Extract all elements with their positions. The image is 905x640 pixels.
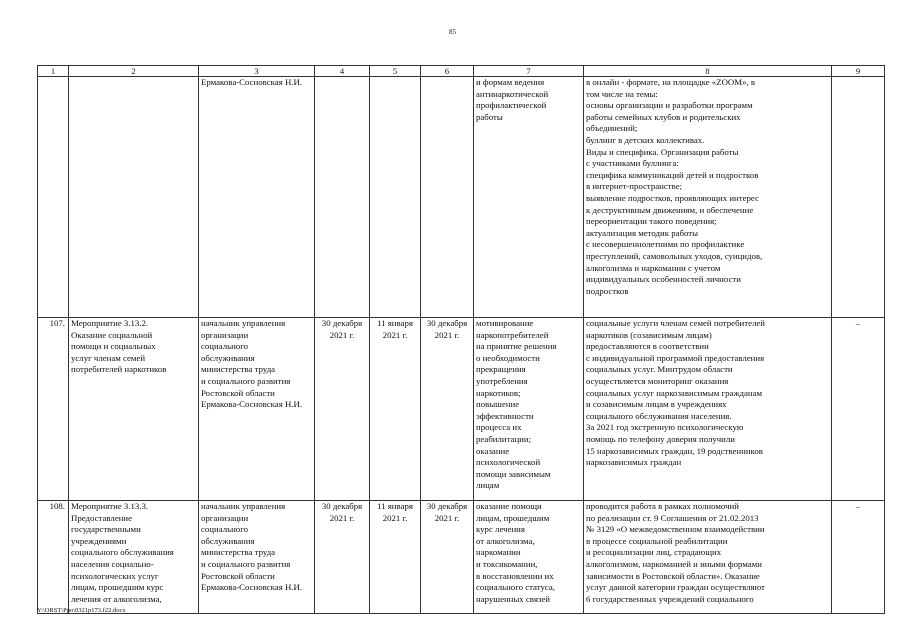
cell-line: потребителей наркотиков [71,364,167,375]
date-planned-cell [315,318,370,501]
cell-line: процесса их [476,422,522,433]
cell-line: 2021 г. [329,329,355,340]
cell-line: алкоголизмом, наркоманией и иными формами [586,558,762,569]
cell-line: социальных услуг. Минтрудом области [586,364,733,375]
cell-line: психологической [476,457,541,468]
cell-line: лицам [476,480,500,491]
event-cell [69,318,199,501]
cell-line: работы [476,111,503,122]
cell-line: проводится работа в рамках полномочий [586,501,739,511]
cell-line: 11 января [377,501,413,511]
cell-line: подростков [586,285,629,296]
date-start-cell [370,501,421,614]
header-cell: 3 [199,66,315,77]
cell-line: алкоголизма и наркомании с учетом [586,262,721,273]
cell-line: наркотиков; [476,387,521,398]
cell-line: организации [201,329,249,340]
cell-line: 6 государственных учреждений социального [586,593,754,604]
cell-line: министерства труда [201,364,276,375]
cell-line: услуг членам семей [71,352,146,363]
cell-line: обслуживания [201,535,255,546]
responsible-cell [199,77,315,318]
header-cell: 4 [315,66,370,77]
header-row [38,66,885,77]
cell-line: Ростовской области [201,570,275,581]
cell-line: и социального развития [201,375,291,386]
cell-line: наркопотребителей [476,329,549,340]
cell-line: специфика коммуникаций детей и подростков [586,169,759,180]
cell-line: социального обслуживания [71,547,174,558]
cell-line: 11 января [377,318,413,328]
date-end-cell [421,318,474,501]
cell-line: лицам, прошедшим курс [71,582,164,593]
file-path-footer: Y:\ORST\Ppo\0321p173.f22.docx [37,607,126,614]
page-number: 85 [449,28,456,36]
cell-line: индивидуальных особенностей личности [586,274,741,285]
date-end-cell [421,77,474,318]
result-cell [474,501,584,614]
cell-line: лицам, прошедшим [476,512,550,523]
report-table [37,65,885,614]
header-cell: 1 [38,66,69,77]
responsible-cell [199,501,315,614]
cell-line: помощи и социальных [71,341,156,352]
cell-line: нарушенных связей [476,593,550,604]
cell-line: реабилитации; [476,433,532,444]
cell-line: 2021 г. [434,329,460,340]
cell-line: наркомании [476,547,521,558]
cell-line: повышение [476,399,520,410]
cell-line: начальник управления [201,501,286,511]
cell-line: помощи зависимым [476,468,551,479]
cell-line: актуализация методик работы [586,227,699,238]
cell-line: работы семейных клубов и родительских [586,111,741,122]
cell-line: курс лечения [476,524,525,535]
cell-line: 2021 г. [434,512,460,523]
header-cell: 5 [370,66,421,77]
info-cell [584,318,832,501]
col9-cell: – [832,318,885,501]
cell-line: с участниками буллинга: [586,158,679,169]
cell-line: социального [201,524,248,535]
cell-line: основы организации и разработки программ [586,100,753,111]
cell-line: наркозависимых граждан [586,457,682,468]
cell-line: в интернет-пространстве; [586,181,683,192]
cell-line: в процессе социальной реабилитации [586,535,728,546]
cell-line: министерства труда [201,547,276,558]
col9-cell [832,77,885,318]
cell-line: 30 декабря [426,318,468,328]
cell-line: употребления [476,375,528,386]
cell-line: лечения от алкоголизма, [71,593,162,604]
cell-line: психологических услуг [71,570,159,581]
header-cell: 7 [474,66,584,77]
date-end-cell [421,501,474,614]
row-number: 108. [38,501,69,614]
cell-line: социальных услуг наркозависимым гражданам [586,387,763,398]
cell-line: начальник управления [201,318,286,328]
cell-line: Предоставление [71,512,133,523]
cell-line: Ермакова-Сосновская Н.И. [201,399,303,410]
info-cell [584,77,832,318]
date-start-cell [370,318,421,501]
cell-line: прекращения [476,364,526,375]
header-cell: 2 [69,66,199,77]
cell-line: на принятие решения [476,341,557,352]
cell-line: обслуживания [201,352,255,363]
cell-line: переориентации такого поведения; [586,216,717,227]
cell-line: 15 наркозависимых граждан, 19 родственников [586,445,763,456]
cell-line: государственными [71,524,141,535]
cell-line: по реализации ст. 9 Соглашения от 21.02.2013 [586,512,759,523]
cell-line: буллинг в детских коллективах. [586,134,705,145]
cell-line: и социального развития [201,558,291,569]
cell-line: Оказание социальной [71,329,153,340]
cell-line: оказание [476,445,510,456]
cell-line: Мероприятие 3.13.2. [71,318,149,328]
cell-line: учреждениями [71,535,127,546]
date-planned-cell [315,77,370,318]
cell-line: в онлайн - формате, на площадке «ZOOM», в [586,77,756,87]
event-cell [69,501,199,614]
cell-line: 30 декабря [426,501,468,511]
page-bottom-mask [0,617,905,640]
cell-line: эффективности [476,410,534,421]
table-row [38,501,885,614]
cell-line: оказание помощи [476,501,542,511]
col9-cell: – [832,501,885,614]
cell-line: преступлений, самовольных уходов, суицидов, [586,250,763,261]
cell-line: Ермакова-Сосновская Н.И. [201,582,303,593]
cell-line: от алкоголизма, [476,535,535,546]
header-cell: 8 [584,66,832,77]
row-number [38,77,69,318]
cell-line: Ермакова-Сосновская Н.И. [201,77,303,87]
cell-line: осуществляется мониторинг оказания [586,375,729,386]
cell-line: о необходимости [476,352,540,363]
header-cell: 9 [832,66,885,77]
cell-line: и ресоциализации лиц, страдающих [586,547,722,558]
cell-line: социального [201,341,248,352]
cell-line: антинаркотической [476,88,549,99]
cell-line: том числе на темы: [586,88,658,99]
header-cell: 6 [421,66,474,77]
cell-line: 2021 г. [329,512,355,523]
cell-line: профилактической [476,100,547,111]
cell-line: и токсикомании, [476,558,538,569]
cell-line: к деструктивным движениям, и обеспечение [586,204,754,215]
cell-line: организации [201,512,249,523]
date-planned-cell [315,501,370,614]
cell-line: услуг данной категории граждан осуществляют [586,582,765,593]
cell-line: Мероприятие 3.13.3. [71,501,149,511]
cell-line: социальные услуги членам семей потребителей [586,318,766,328]
cell-line: и формам ведения [476,77,545,87]
info-cell [584,501,832,614]
table-row [38,77,885,318]
cell-line: объединений; [586,123,638,134]
cell-line: с индивидуальной программой предоставления [586,352,765,363]
table-row [38,318,885,501]
cell-line: зависимости в Ростовской области». Оказание [586,570,760,581]
responsible-cell [199,318,315,501]
cell-line: № 3129 «О межведомственном взаимодействии [586,524,765,535]
cell-line: мотивирование [476,318,534,328]
cell-line: в восстановлении их [476,570,554,581]
cell-line: предоставляются в соответствии [586,341,709,352]
cell-line: наркотиков (созависимым лицам) [586,329,712,340]
cell-line: Виды и специфика. Организация работы [586,146,739,157]
result-cell [474,77,584,318]
result-cell [474,318,584,501]
cell-line: помощь по телефону доверия получили [586,433,735,444]
row-number: 107. [38,318,69,501]
cell-line: 30 декабря [321,318,363,328]
cell-line: 2021 г. [382,512,408,523]
cell-line: с несовершеннолетними по профилактике [586,239,745,250]
cell-line: За 2021 год экстренную психологическую [586,422,744,433]
cell-line: выявление подростков, проявляющих интерес [586,192,759,203]
cell-line: Ростовской области [201,387,275,398]
event-cell [69,77,199,318]
date-start-cell [370,77,421,318]
cell-line: социального обслуживания населения. [586,410,732,421]
cell-line: 2021 г. [382,329,408,340]
cell-line: 30 декабря [321,501,363,511]
cell-line: населения социально- [71,558,154,569]
cell-line: и созависимым лицам в учреждениях [586,399,727,410]
cell-line: социального статуса, [476,582,555,593]
